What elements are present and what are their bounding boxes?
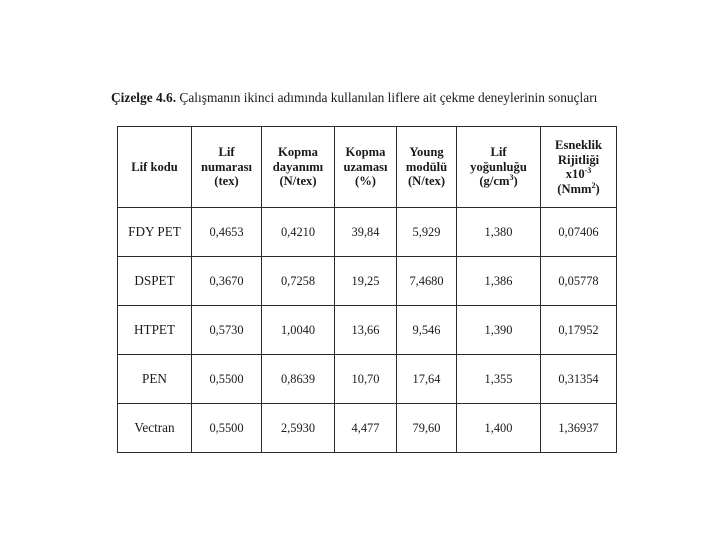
cell-lif-numarasi: 0,4653 bbox=[192, 208, 262, 257]
header-text: Kopma bbox=[278, 145, 318, 160]
header-unit: (N/tex) bbox=[407, 174, 446, 189]
header-lif-kodu bbox=[118, 127, 192, 208]
cell-esneklik-rijitligi: 0,17952 bbox=[541, 306, 617, 355]
header-text: modülü bbox=[405, 159, 448, 174]
header-unit: (N/tex) bbox=[279, 174, 317, 189]
header-unit-sup: 3 bbox=[509, 173, 514, 183]
cell-esneklik-rijitligi: 0,07406 bbox=[541, 208, 617, 257]
header-text: Lif bbox=[218, 145, 235, 160]
header-unit: (%) bbox=[355, 174, 376, 189]
cell-kopma-dayanimi: 0,4210 bbox=[262, 208, 335, 257]
cell-esneklik-rijitligi: 1,36937 bbox=[541, 404, 617, 453]
header-unit: ) bbox=[595, 181, 600, 196]
header-text: x10 bbox=[565, 167, 585, 181]
cell-esneklik-rijitligi: 0,31354 bbox=[541, 355, 617, 404]
cell-lif-yogunlugu: 1,386 bbox=[457, 257, 541, 306]
table-row bbox=[118, 208, 617, 257]
header-text: dayanımı bbox=[272, 159, 324, 174]
cell-kopma-dayanimi: 1,0040 bbox=[262, 306, 335, 355]
header-kopma-dayanimi bbox=[262, 127, 335, 208]
cell-lif-numarasi: 0,5500 bbox=[192, 404, 262, 453]
header-exponent-sup: -3 bbox=[584, 165, 592, 175]
cell-kopma-dayanimi: 0,7258 bbox=[262, 257, 335, 306]
header-text: numarası bbox=[200, 159, 253, 174]
cell-kopma-uzamasi: 39,84 bbox=[335, 208, 397, 257]
cell-lif-yogunlugu: 1,355 bbox=[457, 355, 541, 404]
cell-kopma-uzamasi: 13,66 bbox=[335, 306, 397, 355]
cell-kopma-dayanimi: 2,5930 bbox=[262, 404, 335, 453]
cell-lif-kodu: DSPET bbox=[118, 257, 192, 306]
header-text: Esneklik bbox=[555, 138, 602, 152]
table-row bbox=[118, 306, 617, 355]
header-text: uzaması bbox=[343, 159, 388, 174]
header-unit-sup: 2 bbox=[591, 180, 596, 190]
header-unit: (tex) bbox=[214, 174, 239, 189]
cell-lif-kodu: Vectran bbox=[118, 404, 192, 453]
cell-lif-yogunlugu: 1,390 bbox=[457, 306, 541, 355]
cell-kopma-uzamasi: 4,477 bbox=[335, 404, 397, 453]
caption-text: Çalışmanın ikinci adımında kullanılan liflere ait çekme deneylerinin sonuçları bbox=[176, 90, 598, 106]
header-text: Young bbox=[409, 145, 444, 160]
cell-lif-kodu: HTPET bbox=[118, 306, 192, 355]
cell-young-modulu: 17,64 bbox=[397, 355, 457, 404]
cell-young-modulu: 5,929 bbox=[397, 208, 457, 257]
table-caption bbox=[111, 89, 617, 107]
cell-lif-numarasi: 0,5730 bbox=[192, 306, 262, 355]
cell-esneklik-rijitligi: 0,05778 bbox=[541, 257, 617, 306]
header-lif-yogunlugu bbox=[457, 127, 541, 208]
cell-lif-yogunlugu: 1,380 bbox=[457, 208, 541, 257]
cell-young-modulu: 7,4680 bbox=[397, 257, 457, 306]
cell-young-modulu: 79,60 bbox=[397, 404, 457, 453]
header-text: yoğunluğu bbox=[470, 159, 527, 174]
header-lif-kodu-text: Lif kodu bbox=[131, 159, 178, 174]
cell-lif-yogunlugu: 1,400 bbox=[457, 404, 541, 453]
header-esneklik-rijitligi bbox=[541, 127, 617, 208]
table-row bbox=[118, 404, 617, 453]
cell-lif-numarasi: 0,5500 bbox=[192, 355, 262, 404]
header-text: Kopma bbox=[345, 145, 386, 160]
table-row bbox=[118, 355, 617, 404]
cell-kopma-uzamasi: 19,25 bbox=[335, 257, 397, 306]
cell-kopma-dayanimi: 0,8639 bbox=[262, 355, 335, 404]
cell-kopma-uzamasi: 10,70 bbox=[335, 355, 397, 404]
header-unit: ) bbox=[513, 174, 518, 189]
header-kopma-uzamasi bbox=[335, 127, 397, 208]
cell-lif-numarasi: 0,3670 bbox=[192, 257, 262, 306]
cell-young-modulu: 9,546 bbox=[397, 306, 457, 355]
cell-lif-kodu: PEN bbox=[118, 355, 192, 404]
caption-label: Çizelge 4.6. bbox=[111, 90, 177, 106]
header-text: Rijitliği bbox=[557, 152, 600, 167]
tensile-results-table bbox=[117, 126, 617, 453]
header-text: Lif bbox=[490, 145, 507, 160]
header-row bbox=[118, 127, 617, 208]
header-lif-numarasi bbox=[192, 127, 262, 208]
table-row bbox=[118, 257, 617, 306]
cell-lif-kodu: FDY PET bbox=[118, 208, 192, 257]
header-unit: (g/cm bbox=[479, 174, 510, 189]
header-unit: (Nmm bbox=[557, 181, 592, 196]
header-young-modulu bbox=[397, 127, 457, 208]
